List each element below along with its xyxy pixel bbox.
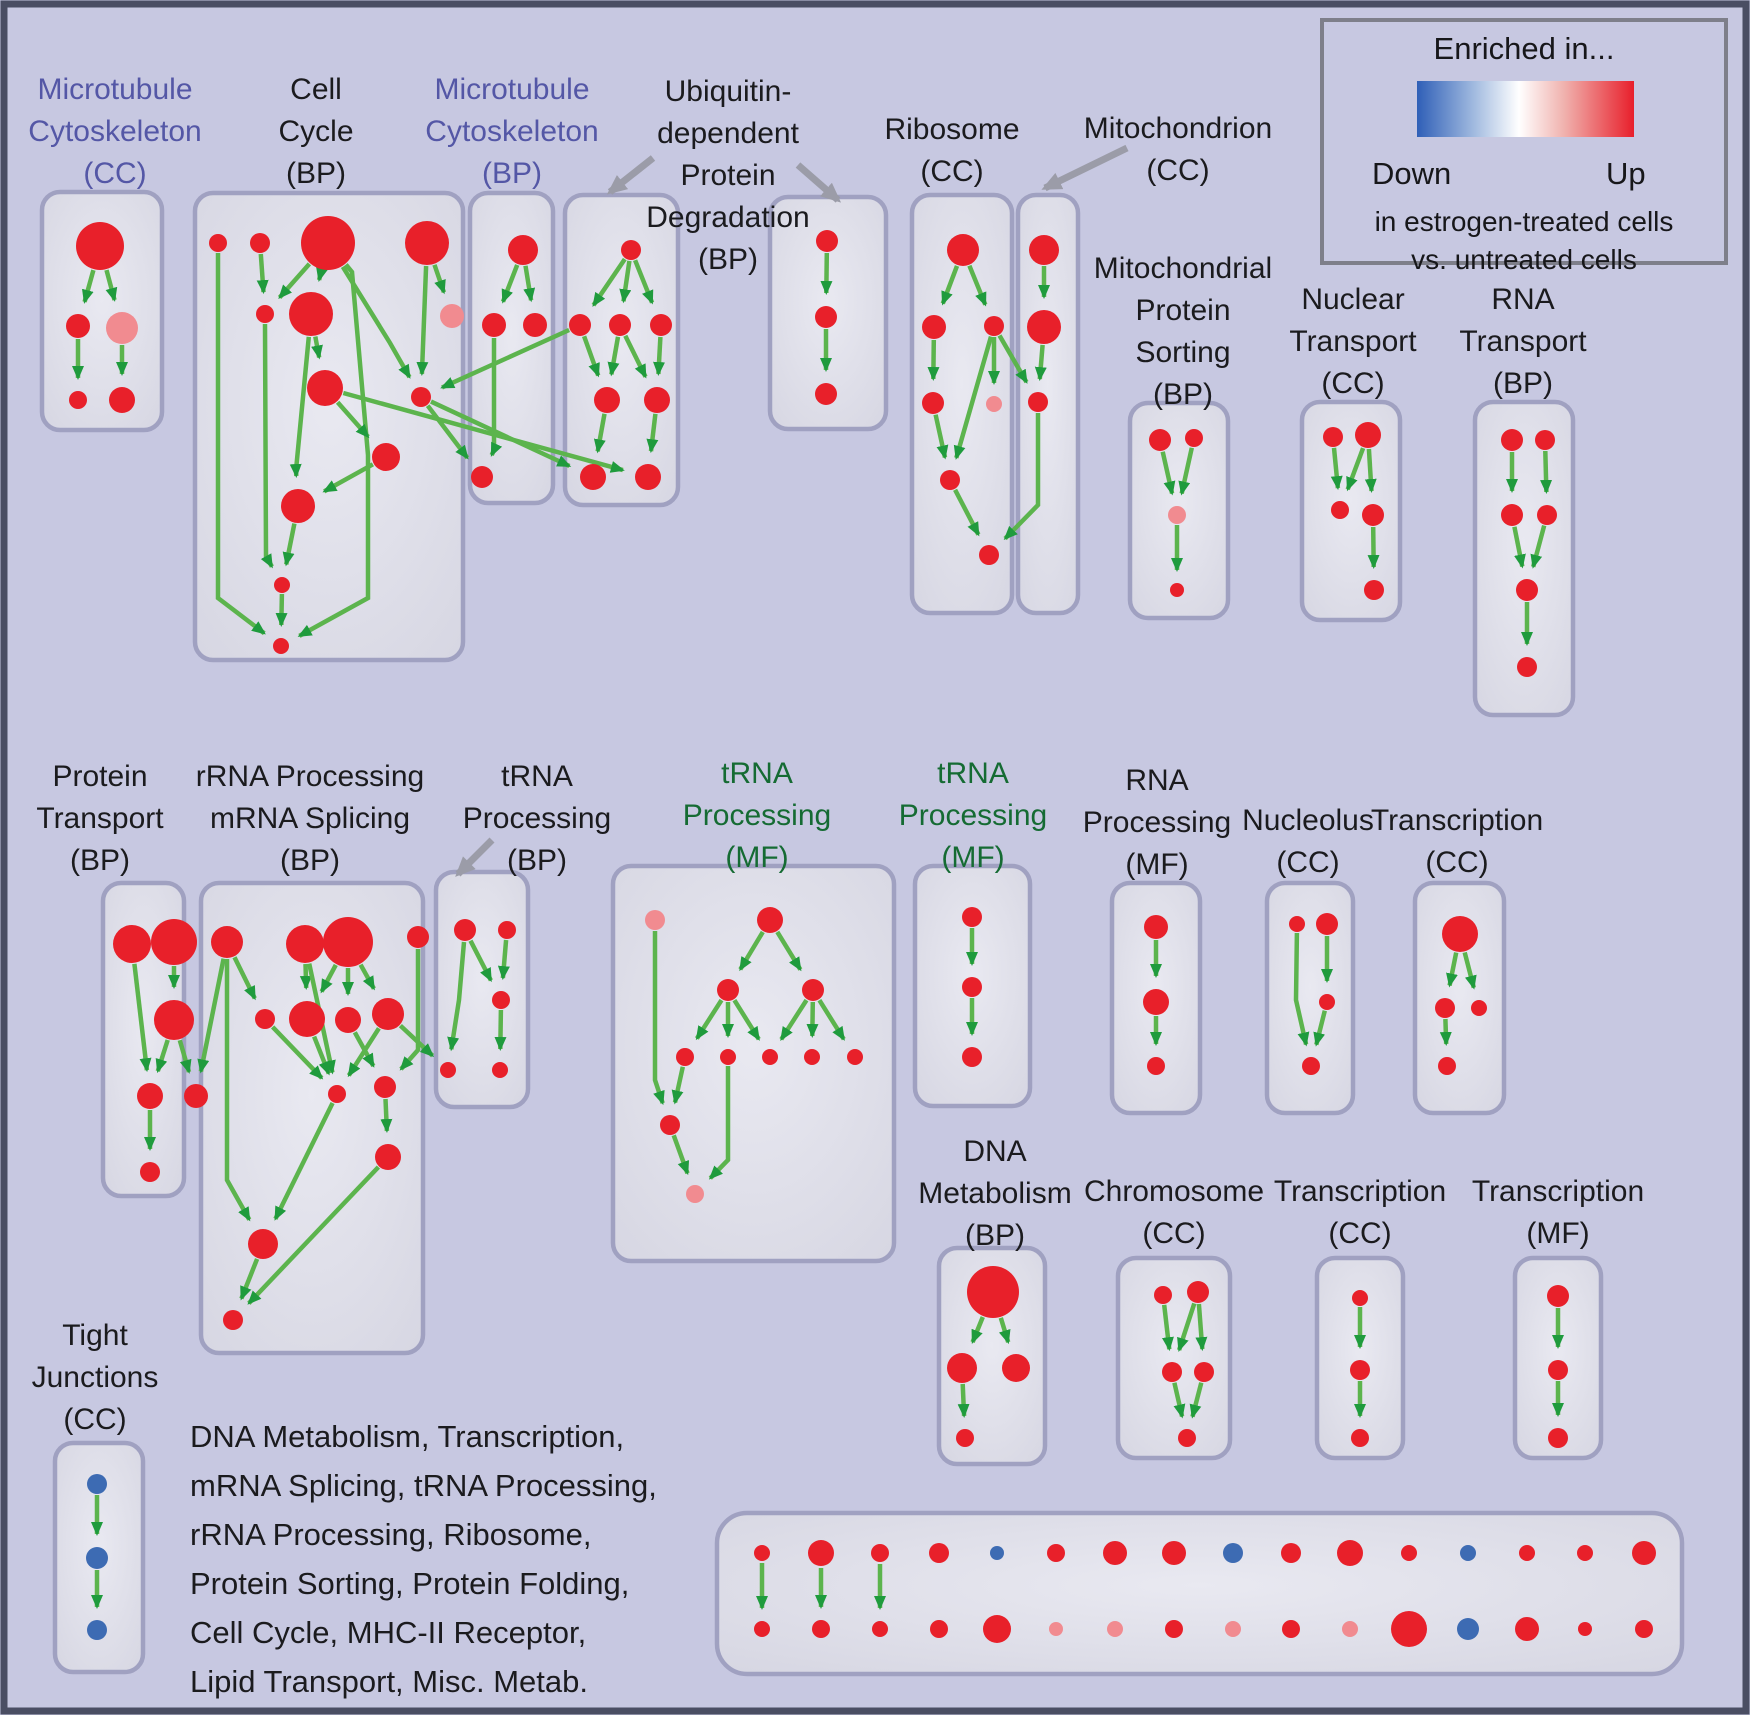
mt-bp-node-m3 — [523, 313, 547, 337]
cell-cycle-node-c12 — [274, 577, 290, 593]
ubiquitin-left-pointer — [610, 158, 653, 192]
edge-mt-bp-m2-m4 — [492, 338, 494, 455]
mt-bp-node-m2 — [482, 313, 506, 337]
misc-category-text-line: mRNA Splicing, tRNA Processing, — [190, 1468, 657, 1503]
cell-cycle-node-c10 — [372, 443, 400, 471]
nuclear-transport-node-n1 — [1323, 427, 1343, 447]
nuclear-transport-node-n4 — [1362, 504, 1384, 526]
band-top-node-6 — [1047, 1544, 1065, 1562]
nuclear-transport-label-line: (CC) — [1321, 367, 1385, 400]
edge-rna-transport-t2-t4 — [1545, 451, 1546, 492]
transcription-cc1-node-w4 — [1438, 1057, 1456, 1075]
nuclear-transport-node-n5 — [1364, 580, 1384, 600]
ribosome-label-line: Ribosome — [884, 113, 1020, 146]
trna-mf1-node-g4 — [802, 979, 824, 1001]
rna-mf-label-line: Processing — [1082, 806, 1232, 839]
band-top-node-10 — [1281, 1543, 1301, 1563]
band-top-node-8 — [1162, 1541, 1186, 1565]
rrna-node-r13 — [223, 1310, 243, 1330]
band-bottom-node-12 — [1391, 1611, 1427, 1647]
ubiq-node-u0 — [621, 240, 641, 260]
band-bottom-node-5 — [983, 1615, 1011, 1643]
trna-bp-node-b5 — [492, 1062, 508, 1078]
legend-subtitle-2: vs. untreated cells — [1411, 244, 1637, 275]
mito-label-line: Mitochondrion — [1083, 112, 1273, 145]
mt-bp-box — [470, 193, 553, 503]
mps-label-line: Protein — [1135, 294, 1231, 327]
trna-mf1-label-line: (MF) — [725, 841, 789, 874]
band-bottom-node-13 — [1457, 1618, 1479, 1640]
legend-gradient-bar — [1417, 81, 1634, 137]
rrna-node-r12 — [248, 1229, 278, 1259]
band-top-node-14 — [1519, 1545, 1535, 1561]
rna-mf-node-x3 — [1147, 1057, 1165, 1075]
band-top-node-3 — [871, 1544, 889, 1562]
trna-bp-label-line: tRNA — [501, 760, 573, 793]
misc-category-text-line: Protein Sorting, Protein Folding, — [190, 1566, 630, 1601]
rna-transport-node-t1 — [1501, 429, 1523, 451]
edge-nuclear-transport-n4-n5 — [1373, 527, 1374, 567]
mps-label-line: Mitochondrial — [1093, 252, 1273, 285]
band-top-node-13 — [1460, 1545, 1476, 1561]
ubiq-label-line: Protein — [680, 159, 776, 192]
tight-junctions-label-line: Junctions — [31, 1361, 159, 1394]
legend-down-label: Down — [1372, 156, 1452, 191]
mito-node-mt2 — [1027, 310, 1061, 344]
protein-transport-label-line: Transport — [36, 802, 164, 835]
trna-bp-node-b3 — [492, 991, 510, 1009]
cell-cycle-node-c11 — [281, 489, 315, 523]
protein-transport-node-p2 — [151, 919, 197, 965]
dna-metab-node-d3 — [1002, 1354, 1030, 1382]
nucleolus-node-u1 — [1289, 916, 1305, 932]
cell-cycle-node-c2 — [250, 233, 270, 253]
tight-junctions-node-j2 — [86, 1547, 108, 1569]
transcription-cc1-label-line: Transcription — [1370, 804, 1544, 837]
band-bottom-node-2 — [812, 1620, 830, 1638]
nucleolus-node-u2 — [1316, 913, 1338, 935]
rna-transport-node-t4 — [1537, 505, 1557, 525]
ubiq-label-line: (BP) — [698, 243, 758, 276]
ubiq-node-uf — [580, 464, 606, 490]
misc-category-text-line: DNA Metabolism, Transcription, — [190, 1419, 625, 1454]
trna-mf2-node-q2 — [962, 977, 982, 997]
edge-rrna-r10-r11 — [386, 1099, 387, 1131]
dna-metab-node-d2 — [947, 1353, 977, 1383]
chromosome-node-h1 — [1154, 1286, 1172, 1304]
trna-bp-node-b2 — [498, 921, 516, 939]
transcription-cc2-box — [1317, 1258, 1403, 1458]
trna-bp-label-line: Processing — [462, 802, 612, 835]
rna-transport-label-line: Transport — [1459, 325, 1587, 358]
ubiq2-node-v2 — [815, 306, 837, 328]
legend-title: Enriched in... — [1433, 31, 1615, 66]
cell-cycle-node-c9 — [411, 387, 431, 407]
band-bottom-node-9 — [1225, 1621, 1241, 1637]
protein-transport-label-line: Protein — [52, 760, 148, 793]
dna-metab-label-line: DNA — [963, 1135, 1027, 1168]
tight-junctions-node-j3 — [87, 1620, 107, 1640]
rrna-node-r2 — [255, 1009, 275, 1029]
ubiq2-node-v1 — [816, 230, 838, 252]
ubiq-label-line: Ubiquitin- — [664, 75, 792, 108]
chromosome-box — [1118, 1258, 1230, 1458]
rna-transport-label-line: RNA — [1491, 283, 1555, 316]
chromosome-label-line: Chromosome — [1083, 1175, 1265, 1208]
rrna-label-line: (BP) — [280, 844, 340, 877]
transcription-cc2-node-y1 — [1352, 1290, 1368, 1306]
transcription-mf-node-z2 — [1548, 1360, 1568, 1380]
band-bottom-node-15 — [1578, 1622, 1592, 1636]
trna-mf2-label-line: tRNA — [937, 757, 1009, 790]
ubiq-node-ud — [594, 387, 620, 413]
trna-mf1-node-g10 — [660, 1115, 680, 1135]
band-top-node-11 — [1337, 1540, 1363, 1566]
edge-rrna-r3-r6 — [306, 964, 307, 988]
rna-mf-label-line: (MF) — [1125, 848, 1189, 881]
cell-cycle-label-line: Cell — [290, 73, 342, 106]
rrna-label-line: mRNA Splicing — [209, 802, 411, 835]
band-top-node-7 — [1103, 1541, 1127, 1565]
trna-mf1-node-g2 — [757, 907, 783, 933]
band-top-node-2 — [808, 1540, 834, 1566]
mt-cc-node-c — [106, 312, 138, 344]
nuclear-transport-node-n3 — [1331, 501, 1349, 519]
ubiq-node-ua — [569, 314, 591, 336]
mps-node-s3 — [1168, 506, 1186, 524]
cell-cycle-node-c7 — [440, 304, 464, 328]
ubiq-label-line: dependent — [657, 117, 799, 150]
trna-mf2-label-line: (MF) — [941, 841, 1005, 874]
rna-transport-node-t6 — [1517, 657, 1537, 677]
rrna-label-line: rRNA Processing — [195, 760, 425, 793]
chromosome-node-h5 — [1178, 1429, 1196, 1447]
protein-transport-label-line: (BP) — [70, 844, 130, 877]
dna-metab-label-line: Metabolism — [918, 1177, 1072, 1210]
rrna-node-r5 — [407, 926, 429, 948]
mt-bp-label-line: Cytoskeleton — [425, 115, 599, 148]
rrna-node-r7 — [335, 1007, 361, 1033]
ubiq-node-ub — [609, 314, 631, 336]
edge-cell-cycle-c2-c5 — [261, 254, 264, 292]
rrna-node-r8 — [372, 998, 404, 1030]
band-top-node-12 — [1401, 1545, 1417, 1561]
edge-nuclear-transport-n2-n4 — [1369, 449, 1372, 491]
ribosome-node-rb5 — [986, 396, 1002, 412]
mps-node-s1 — [1149, 429, 1171, 451]
rrna-node-r1 — [211, 926, 243, 958]
mps-node-s4 — [1170, 583, 1184, 597]
rna-mf-node-x2 — [1143, 989, 1169, 1015]
protein-transport-node-p3 — [154, 1000, 194, 1040]
trna-mf1-label-line: tRNA — [721, 757, 793, 790]
protein-transport-node-p4 — [137, 1083, 163, 1109]
misc-category-text-line: rRNA Processing, Ribosome, — [190, 1517, 592, 1552]
mt-cc-label-line: (CC) — [83, 157, 147, 190]
transcription-mf-node-z3 — [1548, 1428, 1568, 1448]
transcription-cc2-node-y3 — [1351, 1429, 1369, 1447]
protein-transport-node-p1 — [113, 925, 151, 963]
trna-mf1-node-g3 — [717, 979, 739, 1001]
cell-cycle-label-line: (BP) — [286, 157, 346, 190]
dna-metab-label-line: (BP) — [965, 1219, 1025, 1252]
ribosome-node-rb4 — [922, 392, 944, 414]
edge-mito-mt2-mt3 — [1040, 345, 1043, 379]
rrna-node-r6 — [289, 1001, 325, 1037]
ribosome-label-line: (CC) — [920, 155, 984, 188]
ubiq-node-ue — [644, 387, 670, 413]
cell-cycle-label-line: Cycle — [278, 115, 354, 148]
nucleolus-node-u4 — [1302, 1057, 1320, 1075]
cell-cycle-node-c1 — [209, 234, 227, 252]
trna-mf1-node-g8 — [804, 1049, 820, 1065]
rna-transport-label-line: (BP) — [1493, 367, 1553, 400]
mt-cc-label-line: Microtubule — [37, 73, 193, 106]
mt-cc-node-e — [109, 387, 135, 413]
cell-cycle-node-c3 — [301, 216, 355, 270]
band-bottom-node-11 — [1342, 1621, 1358, 1637]
edge-trna-bp-b3-b5 — [500, 1010, 501, 1049]
dna-metab-node-d4 — [956, 1429, 974, 1447]
transcription-cc1-node-w3 — [1471, 1000, 1487, 1016]
band-top-node-9 — [1223, 1543, 1243, 1563]
band-bottom-node-14 — [1515, 1617, 1539, 1641]
rrna-node-r3 — [286, 925, 324, 963]
nucleolus-label-line: (CC) — [1276, 846, 1340, 879]
mt-cc-node-d — [69, 391, 87, 409]
nucleolus-label-line: Nucleolus — [1242, 804, 1374, 837]
edge-trna-mf1-g4-g8 — [812, 1002, 813, 1036]
mito-node-mt1 — [1029, 235, 1059, 265]
ribosome-node-rb2 — [922, 315, 946, 339]
transcription-cc1-node-w2 — [1435, 998, 1455, 1018]
rrna-node-r10 — [374, 1076, 396, 1098]
mt-cc-label-line: Cytoskeleton — [28, 115, 202, 148]
chromosome-label-line: (CC) — [1142, 1217, 1206, 1250]
ribosome-node-rb6 — [940, 470, 960, 490]
transcription-mf-label-line: Transcription — [1471, 1175, 1645, 1208]
trna-mf1-node-g9 — [847, 1049, 863, 1065]
transcription-cc1-label-line: (CC) — [1425, 846, 1489, 879]
trna-mf1-node-g7 — [762, 1049, 778, 1065]
rrna-node-r4 — [323, 917, 373, 967]
trna-mf1-node-g11 — [686, 1185, 704, 1203]
ubiq2-node-v3 — [815, 383, 837, 405]
band-bottom-node-7 — [1107, 1621, 1123, 1637]
mitochondrion-pointer — [1045, 148, 1127, 188]
nuclear-transport-label-line: Nuclear — [1301, 283, 1405, 316]
summary-band-box — [717, 1513, 1682, 1674]
rna-transport-node-t3 — [1501, 504, 1523, 526]
dna-metab-node-d1 — [967, 1266, 1019, 1318]
cell-cycle-node-c13 — [273, 638, 289, 654]
chromosome-node-h2 — [1187, 1281, 1209, 1303]
mt-bp-label-line: Microtubule — [434, 73, 590, 106]
trna-mf2-label-line: Processing — [898, 799, 1048, 832]
band-top-node-5 — [990, 1546, 1004, 1560]
edge-ribosome-rb2-rb4 — [933, 340, 934, 379]
protein-transport-node-p6 — [140, 1162, 160, 1182]
ribosome-node-rb3 — [984, 316, 1004, 336]
ubiq-node-uc — [650, 314, 672, 336]
nucleolus-node-u3 — [1319, 994, 1335, 1010]
band-bottom-node-8 — [1165, 1620, 1183, 1638]
trna-bp-pointer — [458, 840, 492, 874]
ribosome-node-rb7 — [979, 545, 999, 565]
transcription-cc2-label-line: Transcription — [1273, 1175, 1447, 1208]
misc-category-text-line: Cell Cycle, MHC-II Receptor, — [190, 1615, 587, 1650]
ubiq-node-ug — [635, 464, 661, 490]
band-top-node-16 — [1632, 1541, 1656, 1565]
band-top-node-4 — [929, 1543, 949, 1563]
trna-mf1-node-g1 — [645, 910, 665, 930]
band-bottom-node-4 — [930, 1620, 948, 1638]
transcription-cc2-label-line: (CC) — [1328, 1217, 1392, 1250]
rrna-node-r11 — [375, 1144, 401, 1170]
chromosome-node-h3 — [1162, 1362, 1182, 1382]
nucleolus-box — [1267, 883, 1353, 1113]
cell-cycle-node-c5 — [256, 305, 274, 323]
transcription-cc2-node-y2 — [1350, 1360, 1370, 1380]
legend-up-label: Up — [1606, 156, 1646, 191]
trna-mf2-node-q1 — [962, 907, 982, 927]
mito-node-mt3 — [1028, 392, 1048, 412]
cell-cycle-node-c4 — [405, 221, 449, 265]
cell-cycle-node-c8 — [307, 370, 343, 406]
chromosome-node-h4 — [1194, 1362, 1214, 1382]
trna-mf1-label-line: Processing — [682, 799, 832, 832]
band-top-node-1 — [754, 1545, 770, 1561]
rna-transport-node-t2 — [1535, 430, 1555, 450]
trna-bp-node-b1 — [454, 919, 476, 941]
edge-dna-metab-d2-d4 — [963, 1384, 964, 1416]
protein-transport-node-p5 — [184, 1084, 208, 1108]
mt-cc-node-b — [66, 314, 90, 338]
ubiq-label-line: Degradation — [646, 201, 810, 234]
trna-mf1-node-g6 — [720, 1049, 736, 1065]
band-bottom-node-6 — [1049, 1622, 1063, 1636]
tight-junctions-node-j1 — [87, 1474, 107, 1494]
trna-mf1-node-g5 — [676, 1048, 694, 1066]
edge-cell-cycle-c3-c6 — [319, 270, 321, 280]
mps-label-line: Sorting — [1135, 336, 1231, 369]
legend-subtitle-1: in estrogen-treated cells — [1374, 206, 1674, 237]
trna-mf2-node-q3 — [962, 1047, 982, 1067]
nuclear-transport-box — [1302, 402, 1400, 620]
ribosome-node-rb1 — [947, 234, 979, 266]
band-bottom-node-16 — [1635, 1620, 1653, 1638]
rrna-node-r9 — [328, 1085, 346, 1103]
tight-junctions-label-line: (CC) — [63, 1403, 127, 1436]
trna-bp-node-b4 — [440, 1062, 456, 1078]
edge-ubiq2-v1-v2 — [826, 253, 827, 293]
edge-trna-bp-b2-b3 — [503, 940, 506, 978]
mt-bp-node-m4 — [471, 466, 493, 488]
rna-mf-label-line: RNA — [1125, 764, 1189, 797]
nuclear-transport-node-n2 — [1355, 422, 1381, 448]
misc-category-text-line: Lipid Transport, Misc. Metab. — [190, 1664, 588, 1699]
cell-cycle-node-c6 — [289, 292, 333, 336]
edge-transcription-cc1-w2-w4 — [1445, 1019, 1446, 1044]
nuclear-transport-label-line: Transport — [1289, 325, 1417, 358]
mps-label-line: (BP) — [1153, 378, 1213, 411]
mt-bp-node-m1 — [508, 235, 538, 265]
mt-bp-label-line: (BP) — [482, 157, 542, 190]
transcription-mf-label-line: (MF) — [1526, 1217, 1590, 1250]
band-bottom-node-10 — [1282, 1620, 1300, 1638]
trna-bp-label-line: (BP) — [507, 844, 567, 877]
mito-label-line: (CC) — [1146, 154, 1210, 187]
transcription-mf-node-z1 — [1547, 1285, 1569, 1307]
tight-junctions-label-line: Tight — [62, 1319, 128, 1352]
mps-node-s2 — [1185, 429, 1203, 447]
rna-transport-node-t5 — [1516, 579, 1538, 601]
legend-box — [1320, 18, 1728, 275]
band-bottom-node-1 — [754, 1621, 770, 1637]
edge-ubiq-uc-ue — [658, 337, 660, 374]
transcription-cc1-node-w1 — [1442, 916, 1478, 952]
rna-mf-node-x1 — [1144, 915, 1168, 939]
edge-cell-cycle-c12-c13 — [281, 594, 282, 625]
band-top-node-15 — [1577, 1545, 1593, 1561]
mt-cc-node-a — [76, 222, 124, 270]
band-bottom-node-3 — [872, 1621, 888, 1637]
